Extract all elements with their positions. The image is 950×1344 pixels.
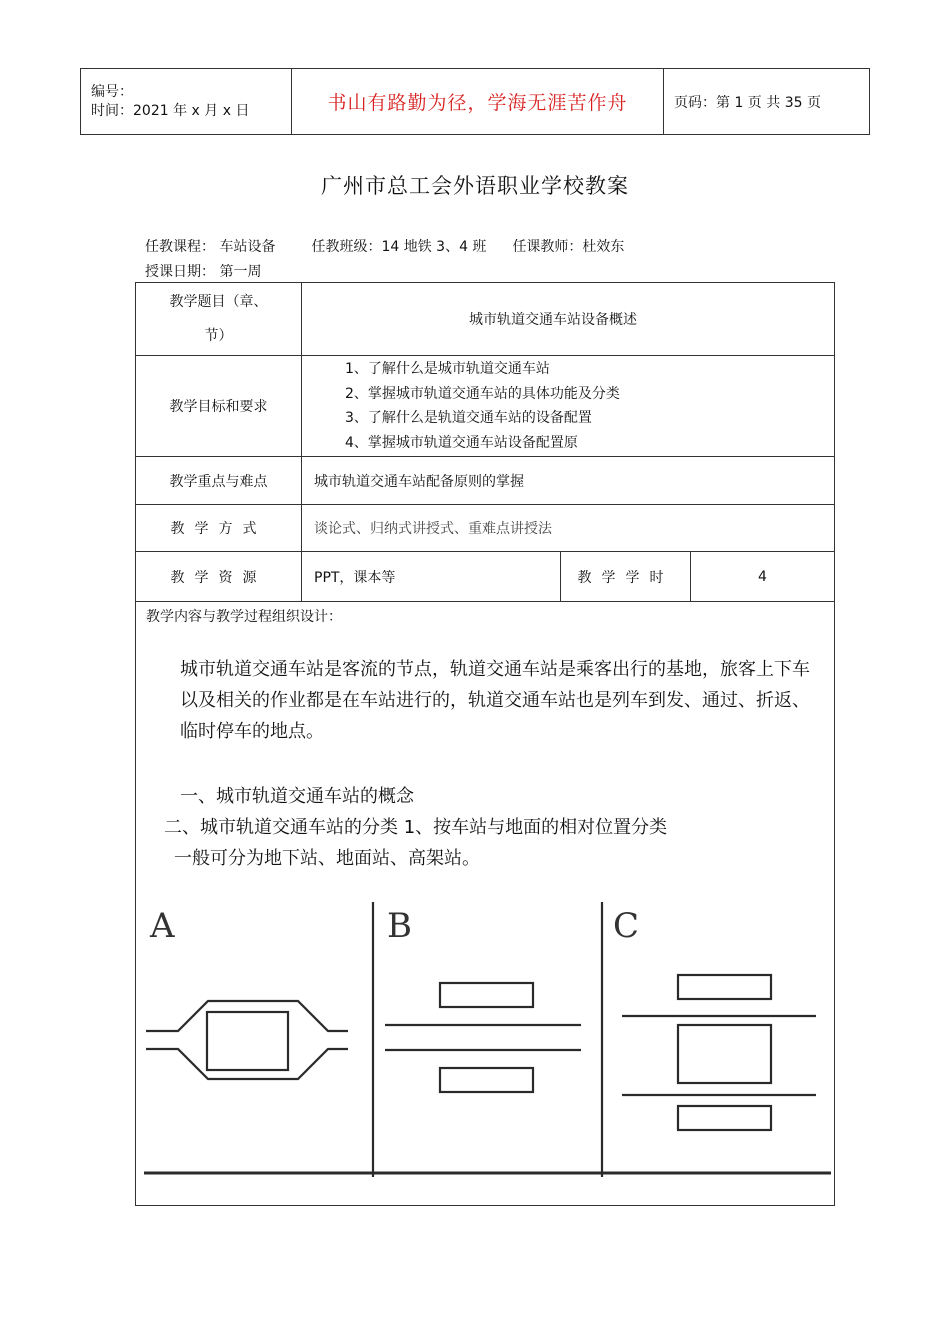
teacher-info: 任课教师：杜效东 xyxy=(512,239,625,255)
objective-item: 2、掌握城市轨道交通车站的具体功能及分类 xyxy=(345,385,620,402)
content-cell xyxy=(136,602,835,1206)
method-row xyxy=(136,505,835,552)
hours-label: 教学学时 xyxy=(561,552,691,602)
objectives-list xyxy=(302,356,835,457)
station-c-platform-bottom xyxy=(678,1106,771,1130)
station-c-platform-top xyxy=(678,975,771,999)
station-a-label: A xyxy=(150,906,175,946)
station-a-track-lower xyxy=(146,1049,348,1079)
station-a-platform xyxy=(207,1012,288,1070)
objective-item: 1、了解什么是城市轨道交通车站 xyxy=(345,361,550,377)
objective-item: 4、掌握城市轨道交通车站设备配置原 xyxy=(345,434,578,451)
station-type-diagram xyxy=(136,897,835,1202)
method-label: 教学方式 xyxy=(136,505,302,552)
resource-value: PPT，课本等 xyxy=(302,552,561,602)
header-table xyxy=(80,68,870,135)
station-c-station-body xyxy=(678,1025,771,1083)
section-1-heading: 一、城市轨道交通车站的概念 xyxy=(180,786,414,807)
time-label: 时间：2021 年 x 月 x 日 xyxy=(91,102,250,119)
topic-value: 城市轨道交通车站设备概述 xyxy=(302,283,835,356)
focus-value: 城市轨道交通车站配备原则的掌握 xyxy=(302,457,835,505)
station-a-track-upper xyxy=(146,1001,348,1031)
station-b-platform-lower xyxy=(440,1068,533,1092)
objective-item: 3、了解什么是轨道交通车站的设备配置 xyxy=(345,410,592,426)
topic-row xyxy=(136,283,835,356)
objectives-row xyxy=(136,356,835,457)
intro-paragraph: 城市轨道交通车站是客流的节点，轨道交通车站是乘客出行的基地，旅客上下车以及相关的作业都是在车站进行的，轨道交通车站也是列车到发、通过、折返、临时停车的地点。 xyxy=(180,659,810,742)
info-line-1 xyxy=(145,236,624,256)
document-title: 广州市总工会外语职业学校教案 xyxy=(321,174,629,198)
header-meta xyxy=(81,69,292,135)
hours-value: 4 xyxy=(691,552,835,602)
section-2-detail: 一般可分为地下站、地面站、高架站。 xyxy=(174,848,480,869)
content-heading: 教学内容与教学过程组织设计： xyxy=(146,609,342,625)
station-b-platform-upper xyxy=(440,983,533,1007)
serial-label: 编号： xyxy=(91,83,133,100)
course-info: 任教课程： 车站设备 xyxy=(145,239,276,255)
station-b-label: B xyxy=(387,906,412,946)
resource-label: 教学资源 xyxy=(136,552,302,602)
section-2-heading: 二、城市轨道交通车站的分类 1、按车站与地面的相对位置分类 xyxy=(164,817,668,838)
content-row xyxy=(136,602,835,1206)
objectives-label: 教学目标和要求 xyxy=(136,356,302,457)
page-info: 页码：第 1 页 共 35 页 xyxy=(664,69,870,135)
topic-label-line1: 教学题目（章、 xyxy=(169,294,268,310)
station-c-label: C xyxy=(613,906,640,946)
topic-label-line2: 节） xyxy=(204,328,233,344)
focus-row xyxy=(136,457,835,505)
class-info: 任教班级：14 地铁 3、4 班 xyxy=(311,239,487,255)
motto: 书山有路勤为径，学海无涯苦作舟 xyxy=(292,69,664,135)
method-value: 谈论式、归纳式讲授式、重难点讲授法 xyxy=(302,505,835,552)
focus-label: 教学重点与难点 xyxy=(136,457,302,505)
date-info: 授课日期： 第一周 xyxy=(145,264,262,280)
topic-label xyxy=(136,283,302,356)
lesson-plan-table xyxy=(135,282,835,1206)
resource-row xyxy=(136,552,835,602)
